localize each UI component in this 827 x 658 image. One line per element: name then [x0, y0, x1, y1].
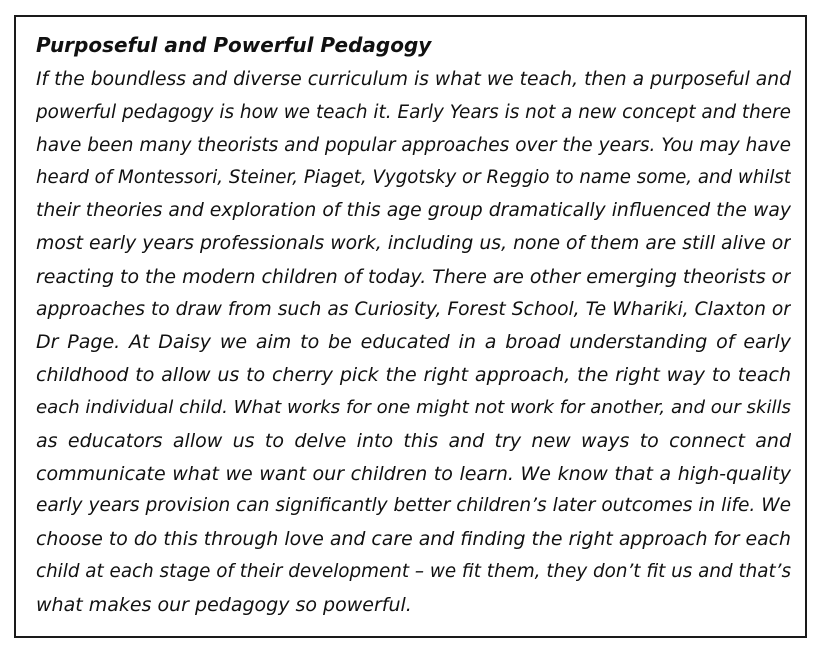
paragraph-line: approaches to draw from such as Curiosity, Forest School, Te Whariki, Claxton or: [36, 298, 791, 320]
paragraph-line: powerful pedagogy is how we teach it. Early Years is not a new concept and there: [36, 101, 791, 123]
paragraph-line: reacting to the modern children of today. There are other emerging theorists or: [36, 265, 791, 288]
paragraph-line: as educators allow us to delve into this and try new ways to connect and: [36, 429, 791, 452]
paragraph-line: early years provision can significantly better children’s later outcomes in life. We: [36, 495, 791, 517]
paragraph-line: child at each stage of their development – we fit them, they don’t fit us and that’s: [36, 560, 791, 582]
section-heading: Purposeful and Powerful Pedagogy: [36, 33, 432, 57]
paragraph-line: each individual child. What works for one might not work for another, and our skills: [36, 396, 791, 418]
paragraph-line: what makes our pedagogy so powerful.: [36, 593, 412, 616]
body-paragraph: [36, 64, 791, 622]
paragraph-line: their theories and exploration of this age group dramatically influenced the way: [36, 200, 791, 222]
paragraph-line: choose to do this through love and care and finding the right approach for each: [36, 528, 791, 551]
paragraph-line: heard of Montessori, Steiner, Piaget, Vygotsky or Reggio to name some, and whilst: [36, 167, 791, 189]
paragraph-line: most early years professionals work, including us, none of them are still alive or: [36, 232, 791, 254]
paragraph-line: have been many theorists and popular approaches over the years. You may have: [36, 134, 791, 156]
paragraph-line: communicate what we want our children to learn. We know that a high-quality: [36, 462, 791, 485]
paragraph-line: childhood to allow us to cherry pick the right approach, the right way to teach: [36, 364, 791, 387]
paragraph-line: If the boundless and diverse curriculum is what we teach, then a purposeful and: [36, 69, 791, 90]
paragraph-line: Dr Page. At Daisy we aim to be educated in a broad understanding of early: [36, 331, 791, 354]
